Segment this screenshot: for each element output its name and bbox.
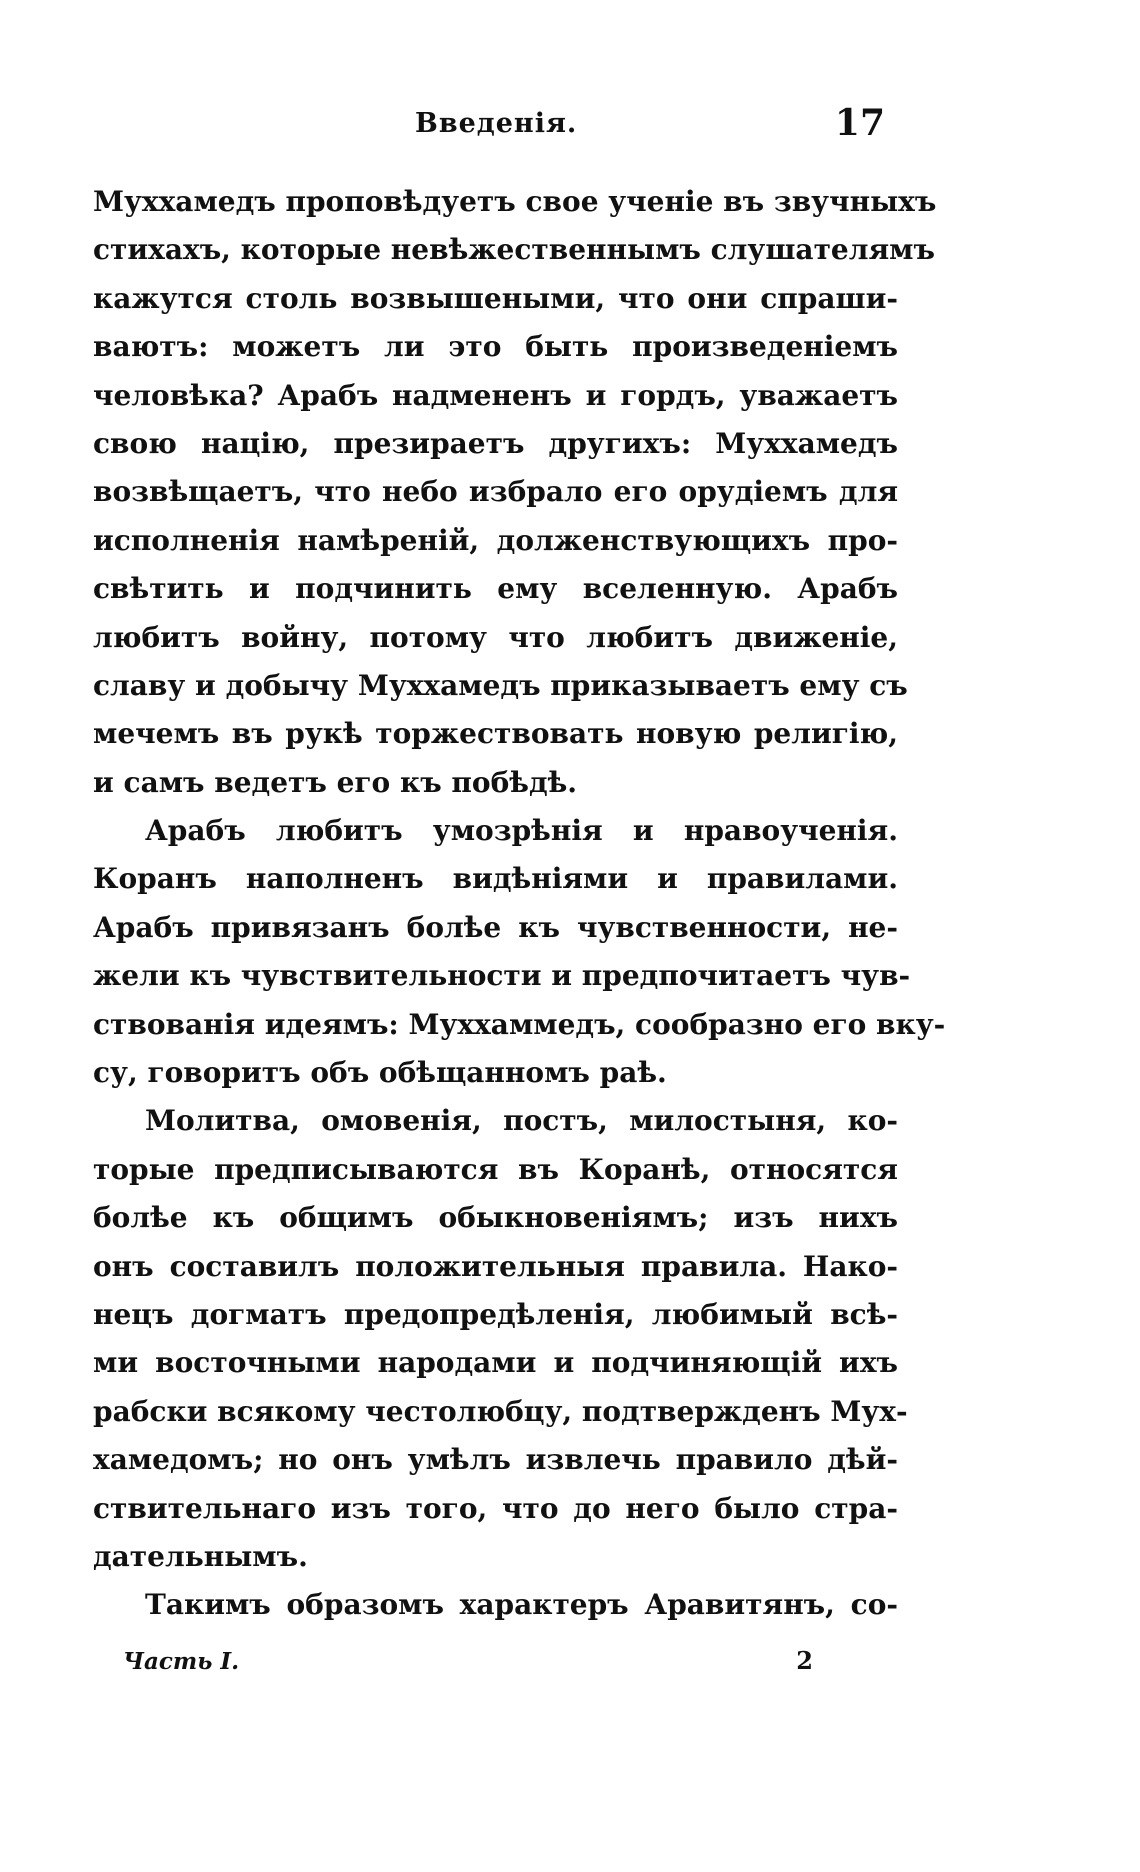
text-line: Молитва, омовенiя, постъ, милостыня, ко- bbox=[145, 1104, 898, 1138]
text-line: стихахъ, которые невѣжественнымъ слушателямъ bbox=[93, 233, 935, 267]
text-line: рабски всякому честолюбцу, подтвержденъ Мух- bbox=[93, 1394, 908, 1428]
text-line: ми восточными народами и подчиняющiй ихъ bbox=[93, 1346, 898, 1380]
text-line: ваютъ: можетъ ли это быть произведенiемъ bbox=[93, 330, 898, 364]
text-line: возвѣщаетъ, что небо избрало его орудiемъ для bbox=[93, 475, 898, 509]
body-text bbox=[93, 178, 946, 1630]
text-line: онъ составилъ положительныя правила. Нако- bbox=[93, 1249, 898, 1283]
text-line: свою нацiю, презираетъ другихъ: Муххамедъ bbox=[93, 426, 898, 460]
text-line: человѣка? Арабъ надмененъ и гордъ, уважаетъ bbox=[93, 378, 898, 412]
text-line: и самъ ведетъ его къ побѣдѣ. bbox=[93, 765, 578, 799]
signature-number: 2 bbox=[796, 1646, 813, 1675]
text-line: нецъ догматъ предопредѣленiя, любимый всѣ- bbox=[93, 1297, 898, 1331]
text-line: жели къ чувствительности и предпочитаетъ чув- bbox=[93, 959, 911, 993]
text-line: любитъ войну, потому что любитъ движенiе, bbox=[93, 620, 898, 654]
text-line: славу и добычу Муххамедъ приказываетъ ему съ bbox=[93, 668, 908, 702]
page-footer bbox=[123, 1648, 813, 1688]
text-line: Коранъ наполненъ видѣнiями и правилами. bbox=[93, 862, 898, 896]
page-number: 17 bbox=[834, 102, 885, 144]
text-line: хамедомъ; но онъ умѣлъ извлечь правило дѣй- bbox=[93, 1443, 898, 1477]
text-line: су, говоритъ объ обѣщанномъ раѣ. bbox=[93, 1056, 667, 1090]
text-line: исполненiя намѣренiй, долженствующихъ про- bbox=[93, 523, 898, 557]
text-line: болѣе къ общимъ обыкновенiямъ; изъ нихъ bbox=[93, 1201, 898, 1235]
text-line: торые предписываются въ Коранѣ, относятся bbox=[93, 1152, 898, 1186]
text-line: Муххамедъ проповѣдуетъ свое ученiе въ звучныхъ bbox=[93, 185, 937, 218]
text-line: ствительнаго изъ того, что до него было стра- bbox=[93, 1491, 898, 1525]
text-line: Арабъ привязанъ болѣе къ чувственности, не- bbox=[93, 910, 898, 944]
page-header bbox=[95, 102, 895, 148]
text-line: дательнымъ. bbox=[93, 1539, 308, 1573]
text-line: кажутся столь возвышеными, что они спраши- bbox=[93, 281, 898, 315]
running-title: Введенiя. bbox=[415, 108, 578, 139]
signature-mark: Часть I. bbox=[123, 1648, 240, 1675]
text-line: Арабъ любитъ умозрѣнiя и нравоученiя. bbox=[145, 814, 898, 848]
text-line: Такимъ образомъ характеръ Аравитянъ, со- bbox=[145, 1588, 898, 1622]
text-line: свѣтить и подчинить ему вселенную. Арабъ bbox=[93, 572, 898, 606]
text-line: мечемъ въ рукѣ торжествовать новую религiю, bbox=[93, 717, 898, 751]
text-line: ствованiя идеямъ: Муххаммедъ, сообразно его вку- bbox=[93, 1007, 946, 1041]
